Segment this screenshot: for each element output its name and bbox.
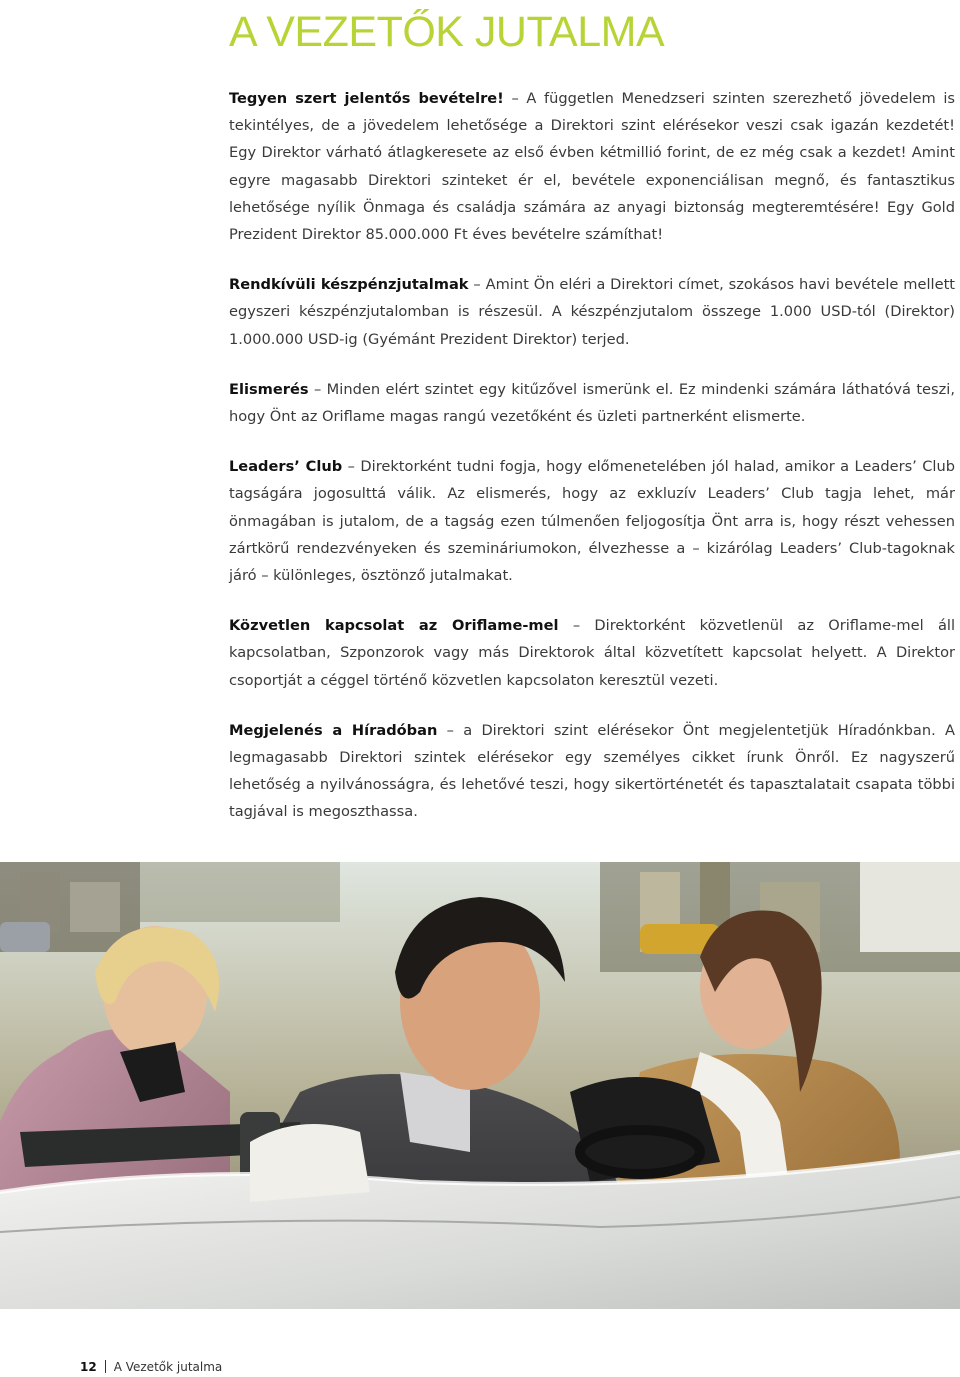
- paragraph-text: – a Direktori szint elérésekor Önt megjelentetjük Híradónkban. A legmagasabb Direktori szintek elérésekor egy személyes cikket írunk Önről. Ez nagyszerű lehetőség a nyilvánosságra, és lehetővé teszi, hogy sikertörténetét és tapasztalatait csapata többi tagjával is megoszthassa.: [229, 721, 955, 821]
- paragraph-recognition: [229, 376, 955, 430]
- paragraph-heading: Elismerés: [229, 380, 309, 398]
- paragraph-heading: Tegyen szert jelentős bevételre!: [229, 90, 504, 107]
- paragraph-direct-contact: [229, 612, 955, 694]
- photo-convertible-car: [0, 862, 960, 1309]
- paragraph-cash-rewards: [229, 271, 955, 353]
- paragraph-heading: Közvetlen kapcsolat az Oriflame-mel: [229, 617, 559, 635]
- body-text: [229, 85, 955, 849]
- paragraph-text: – A független Menedzseri szinten szerezhető jövedelem is tekintélyes, de a jövedelem lehetősége a Direktori szint elérésekor veszi csak igazán kezdetét! Egy Direktor várható átlagkeresete az első évben kétmillió forint, de ez még csak a kezdet! Amint egyre magasabb Direktori szinteket ér el, bevétele exponenciálisan megnő, és fantasztikus lehetősége nyílik Önmaga és családja számára az anyagi biztonság megteremtésére! Egy Gold Prezident Direktor 85.000.000 Ft éves bevételre számíthat!: [229, 90, 955, 244]
- footer-divider: [105, 1360, 106, 1373]
- footer-section-name: A Vezetők jutalma: [113, 1360, 223, 1374]
- page-footer: [80, 1358, 222, 1376]
- page-title: A VEZETŐK JUTALMA: [229, 8, 665, 56]
- paragraph-heading: Leaders’ Club: [229, 458, 343, 476]
- paragraph-text: – Minden elért szintet egy kitűzővel ismerünk el. Ez mindenki számára láthatóvá teszi, hogy Önt az Oriflame magas rangú vezetőként és üzleti partnerként elismerte.: [229, 380, 955, 426]
- page-number: 12: [80, 1360, 97, 1374]
- paragraph-heading: Megjelenés a Híradóban: [229, 721, 438, 739]
- paragraph-newsletter: [229, 717, 955, 826]
- paragraph-heading: Rendkívüli készpénzjutalmak: [229, 276, 469, 294]
- paragraph-text: – Direktorként tudni fogja, hogy előmenetelében jól halad, amikor a Leaders’ Club tagságára jogosulttá válik. Az elismerés, hogy az exkluzív Leaders’ Club tagja lehet, már önmagában is jutalom, de a tagság ezen túlmenően feljogosítja Önt arra is, hogy részt vehessen zártkörű rendezvényeken és szemináriumokon, élvezhesse a – kizárólag Leaders’ Club-tagoknak járó – különleges, ösztönző jutalmakat.: [229, 458, 956, 585]
- paragraph-text: – Direktorként közvetlenül az Oriflame-mel áll kapcsolatban, Szponzorok vagy más Direktorok által közvetített kapcsolat helyett. A Direktor csoportját a céggel történő közvetlen kapcsolaton keresztül vezeti.: [229, 617, 955, 689]
- paragraph-text: – Amint Ön eléri a Direktori címet, szokásos havi bevétele mellett egyszeri készpénzjutalomban is részesül. A készpénzjutalom összege 1.000 USD-tól (Direktor) 1.000.000 USD-ig (Gyémánt Prezident Direktor) terjed.: [229, 276, 956, 348]
- paragraph-income: [229, 85, 955, 248]
- paragraph-leaders-club: [229, 453, 955, 589]
